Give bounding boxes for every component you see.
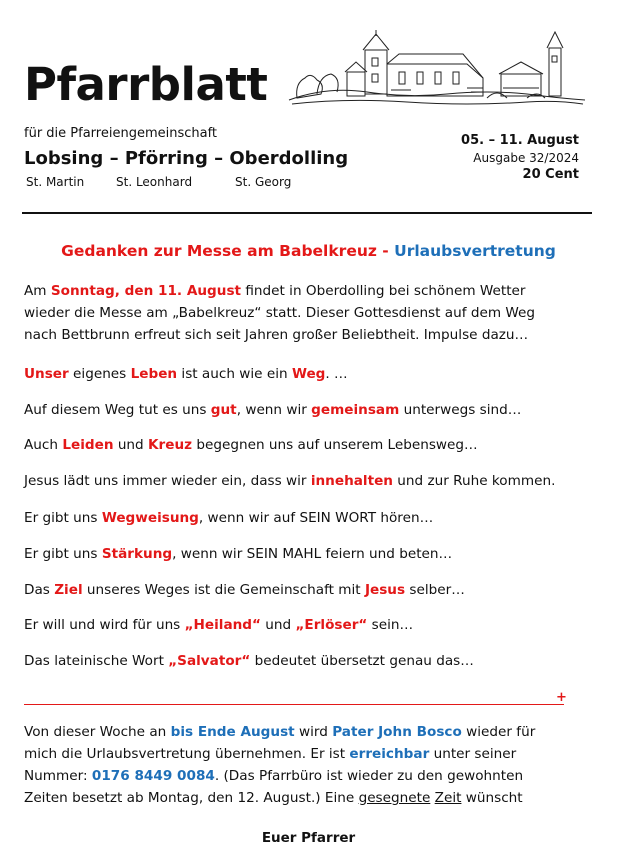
heading-blue: Urlaubsvertretung xyxy=(394,242,556,260)
line-5 xyxy=(24,507,433,529)
signature: Euer Pfarrer xyxy=(261,830,356,846)
line-9 xyxy=(24,650,474,672)
highlight: Leben xyxy=(130,366,178,382)
line-8 xyxy=(24,614,413,636)
heading-red: Gedanken zur Messe am Babelkreuz - xyxy=(61,242,389,260)
text: . … xyxy=(325,366,348,382)
highlight: Unser xyxy=(24,366,69,382)
text: findet in Oberdolling bei schönem Wetter xyxy=(241,283,526,299)
text: begegnen uns auf unserem Lebensweg… xyxy=(192,437,478,453)
red-divider xyxy=(24,704,564,705)
line-2 xyxy=(24,399,521,421)
highlight: Ziel xyxy=(54,582,83,598)
text: wünscht xyxy=(461,790,523,806)
intro-paragraph xyxy=(24,280,535,346)
highlight: Kreuz xyxy=(148,437,193,453)
highlight: Sonntag, den 11. August xyxy=(50,283,242,299)
text: unter seiner xyxy=(429,746,517,762)
issue-info xyxy=(461,132,579,183)
saint-georg: St. Georg xyxy=(235,175,292,189)
highlight: gut xyxy=(210,402,237,418)
issue-number: Ausgabe 32/2024 xyxy=(473,150,579,165)
text: Auf diesem Weg tut es uns xyxy=(24,402,211,418)
issue-dates: 05. – 11. August xyxy=(461,133,579,148)
text: wieder die Messe am „Babelkreuz“ statt. Dieser Gottesdienst auf dem Weg xyxy=(24,305,536,321)
text: sein… xyxy=(367,617,414,633)
highlight: erreichbar xyxy=(349,746,430,762)
church-illustration xyxy=(287,28,587,108)
text: bedeutet übersetzt genau das… xyxy=(250,653,474,669)
saint-martin: St. Martin xyxy=(26,175,85,189)
text: Jesus lädt uns immer wieder ein, dass wir xyxy=(24,473,311,489)
highlight: bis Ende August xyxy=(170,724,295,740)
line-6 xyxy=(24,543,452,565)
highlight: Wegweisung xyxy=(101,510,199,526)
text: , wenn wir auf SEIN WORT hören… xyxy=(198,510,434,526)
highlight: Pater John Bosco xyxy=(332,724,462,740)
underlined-word: Zeit xyxy=(434,790,462,806)
text: Zeiten besetzt ab Montag, den 12. August.) Eine xyxy=(24,790,359,806)
text: nach Bettbrunn erfreut sich seit Jahren großer Beliebtheit. Impulse dazu… xyxy=(24,327,529,343)
highlight: innehalten xyxy=(310,473,393,489)
newsletter-title: Pfarrblatt xyxy=(24,58,268,111)
article-heading xyxy=(0,242,617,260)
line-7 xyxy=(24,579,465,601)
highlight: „Heiland“ xyxy=(184,617,261,633)
text: und xyxy=(260,617,296,633)
highlight: Jesus xyxy=(364,582,406,598)
header-rule xyxy=(22,212,592,214)
line-4 xyxy=(24,470,555,492)
line-1 xyxy=(24,363,348,385)
text: Das xyxy=(24,582,55,598)
highlight: „Salvator“ xyxy=(168,653,251,669)
text: Er will und wird für uns xyxy=(24,617,185,633)
text: und zur Ruhe kommen. xyxy=(392,473,556,489)
saint-leonhard: St. Leonhard xyxy=(116,175,193,189)
text: . (Das Pfarrbüro ist wieder zu den gewohnten xyxy=(214,768,524,784)
underlined-word: gesegnete xyxy=(358,790,431,806)
highlight: „Erlöser“ xyxy=(295,617,368,633)
vacation-paragraph xyxy=(24,721,535,809)
text: mich die Urlaubsvertretung übernehmen. Er ist xyxy=(24,746,350,762)
text: unseres Weges ist die Gemeinschaft mit xyxy=(82,582,365,598)
cross-mark: + xyxy=(556,690,567,705)
text: und xyxy=(113,437,149,453)
highlight: Leiden xyxy=(62,437,114,453)
text: wird xyxy=(294,724,333,740)
text: Nummer: xyxy=(24,768,92,784)
subtitle: für die Pfarreiengemeinschaft xyxy=(24,126,218,141)
parish-places: Lobsing – Pförring – Oberdolling xyxy=(24,148,349,169)
highlight: gemeinsam xyxy=(311,402,400,418)
text: Er gibt uns xyxy=(24,546,102,562)
text: Auch xyxy=(24,437,63,453)
text: Am xyxy=(24,283,51,299)
text: Das lateinische Wort xyxy=(24,653,169,669)
text: eigenes xyxy=(68,366,131,382)
text: unterwegs sind… xyxy=(399,402,522,418)
highlight: Stärkung xyxy=(101,546,173,562)
text: wieder für xyxy=(461,724,536,740)
text: Er gibt uns xyxy=(24,510,102,526)
text: selber… xyxy=(405,582,465,598)
issue-price: 20 Cent xyxy=(522,166,579,182)
line-3 xyxy=(24,434,478,456)
text: Von dieser Woche an xyxy=(24,724,171,740)
text: , wenn wir SEIN MAHL feiern und beten… xyxy=(172,546,453,562)
text: ist auch wie ein xyxy=(177,366,292,382)
phone-number: 0176 8449 0084 xyxy=(91,768,215,784)
highlight: Weg xyxy=(291,366,326,382)
text: , wenn wir xyxy=(236,402,312,418)
